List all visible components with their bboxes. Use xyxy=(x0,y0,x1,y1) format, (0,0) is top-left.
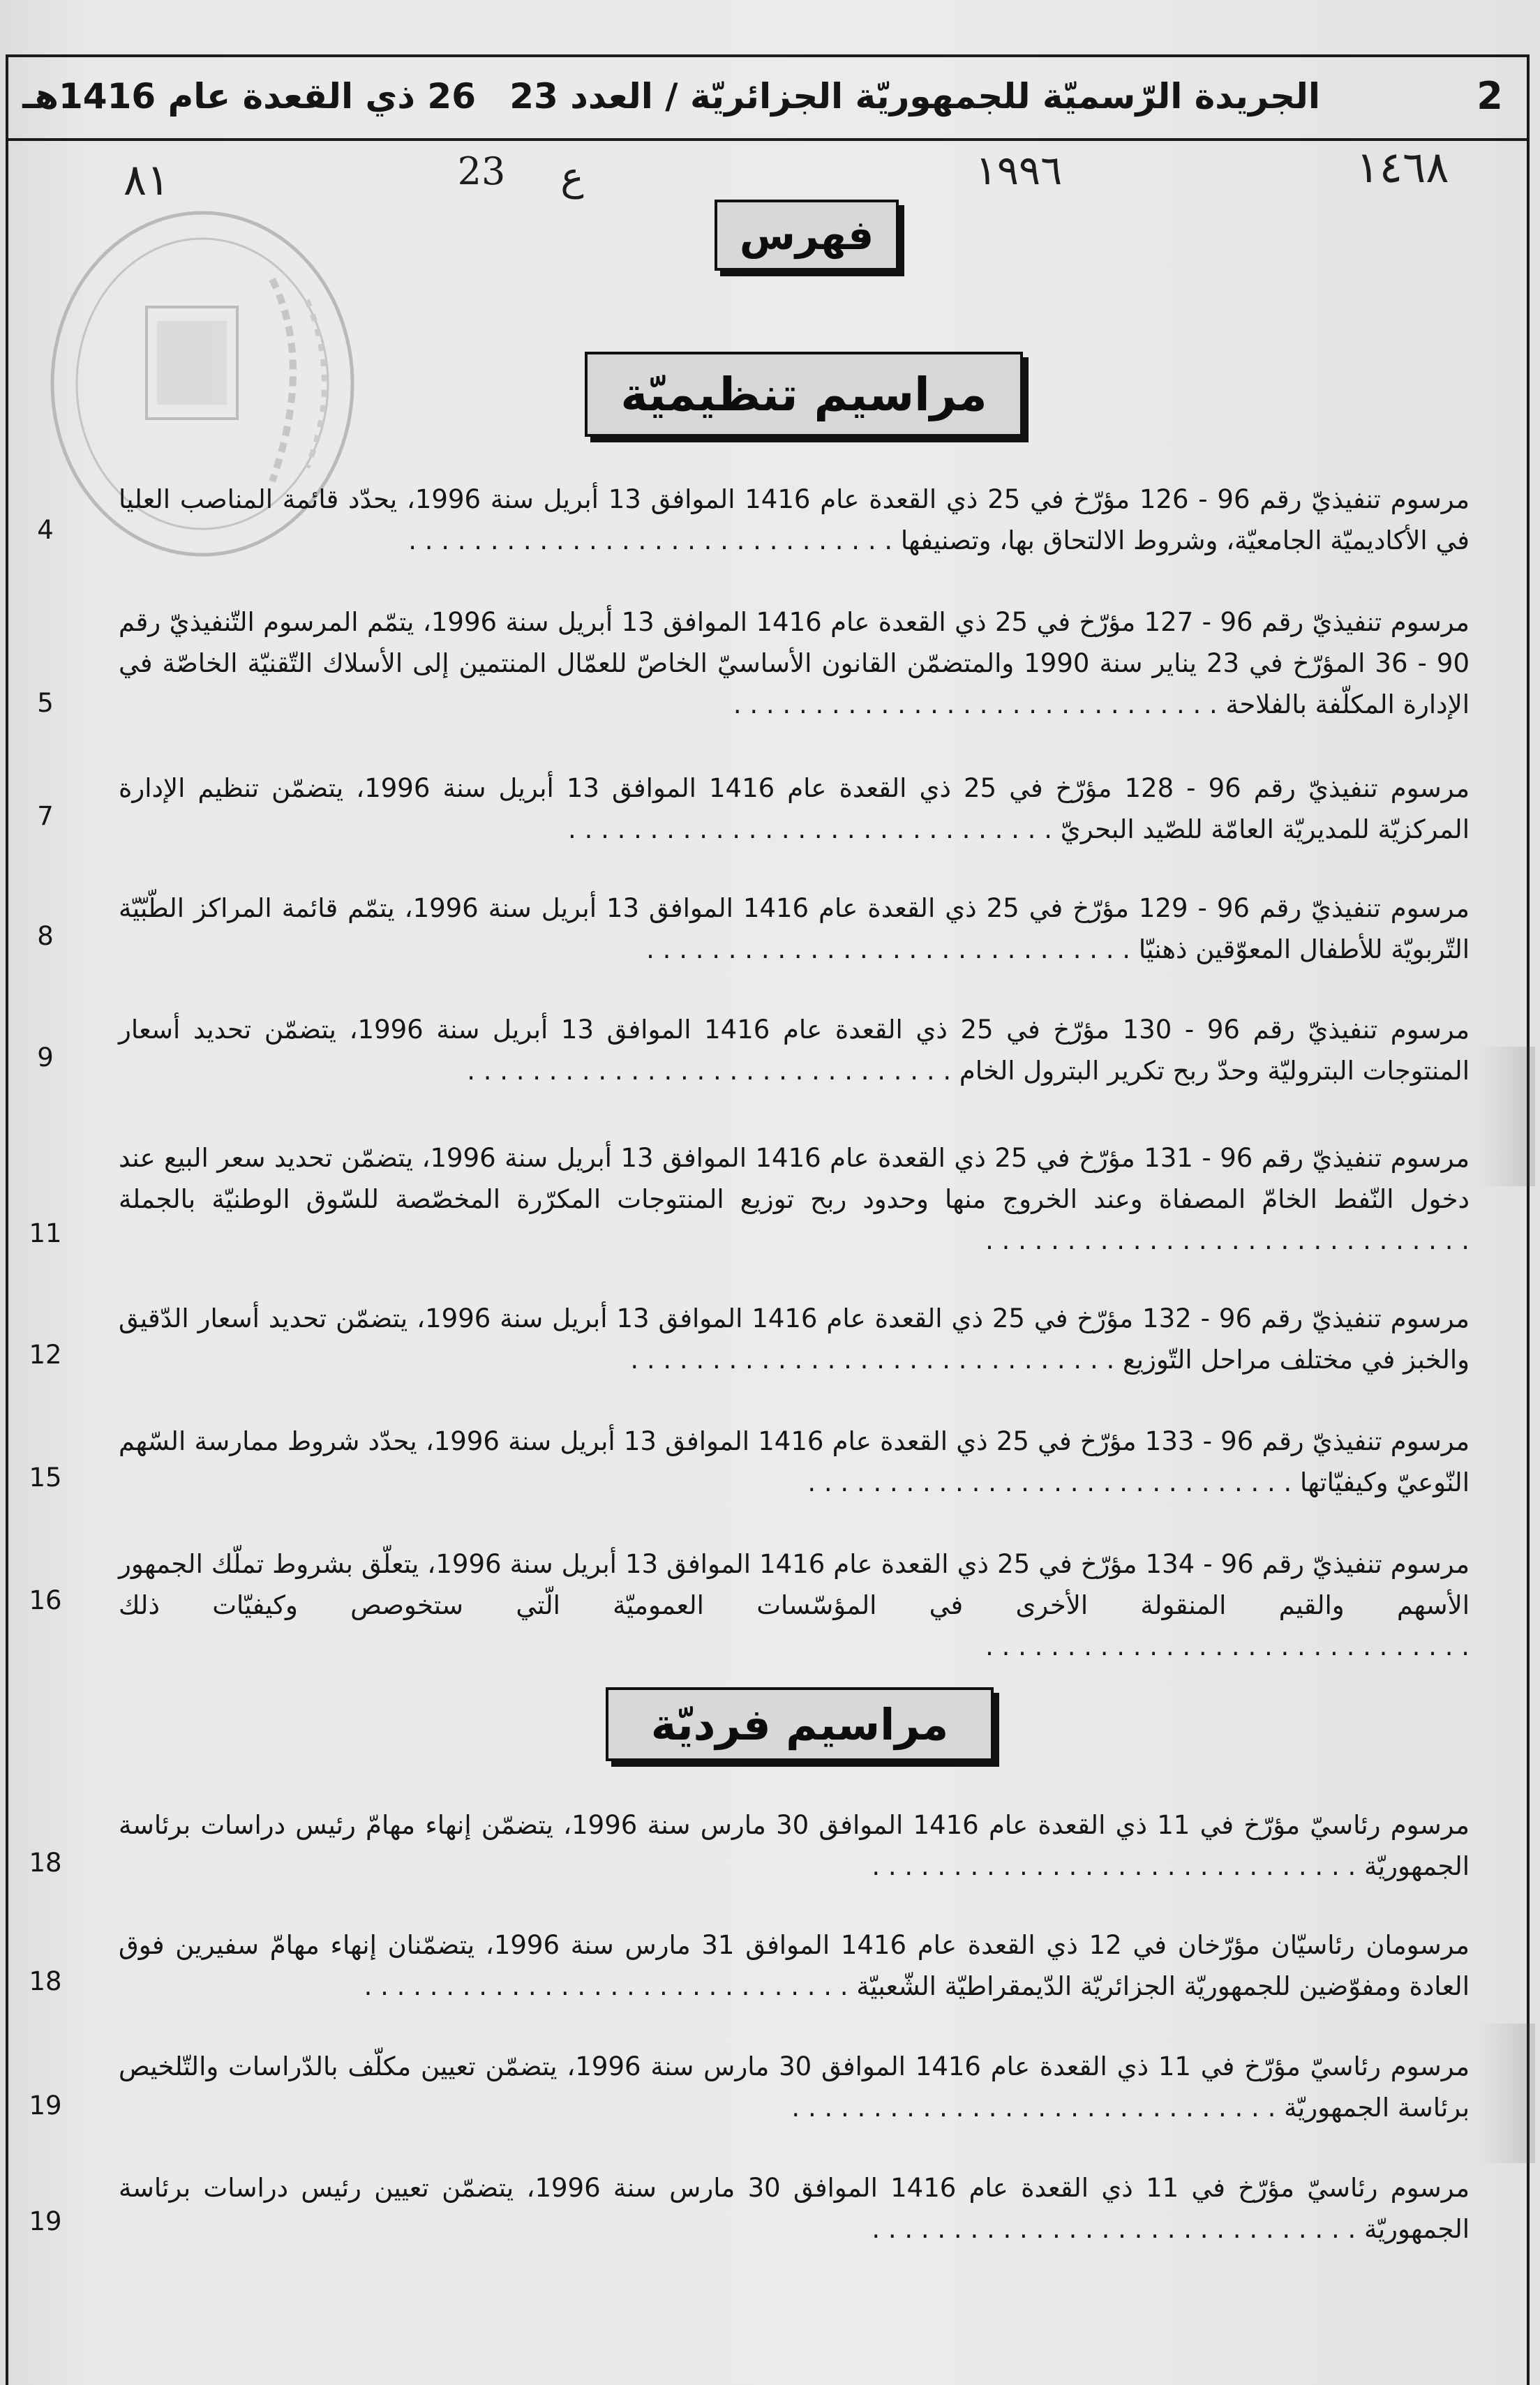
frame-top-rule xyxy=(6,54,1530,57)
leader-dots: . . . . . . . . . . . . . . . . . . . . . . . . . . . . . . xyxy=(807,1467,1292,1497)
leader-dots: . . . . . . . . . . . . . . . . . . . . . . . . . . . . . . xyxy=(364,1971,849,2001)
leader-dots: . . . . . . . . . . . . . . . . . . . . . . . . . . . . . . xyxy=(791,2093,1276,2123)
entry-text: مرسوم تنفيذيّ رقم 96 - 131 مؤرّخ في 25 ذي القعدة عام 1416 الموافق 13 أبريل سنة 1996، يتضمّن تحديد سعر البيع عند دخول النّفط الخامّ المصفاة وعند الخروج منها وحدود ربح توزيع المنتوجات المكرّرة المخصّصة للسّوق الوطنيّة بالجملة xyxy=(119,1143,1470,1214)
entry-page-number: 4 xyxy=(37,515,54,545)
section-heading-individual: مراسيم فرديّة xyxy=(606,1687,994,1761)
handwritten-note-5: ٨١ xyxy=(123,154,170,205)
page-bleed-shade xyxy=(1479,2024,1535,2163)
entry-page-number: 15 xyxy=(29,1463,62,1493)
leader-dots: . . . . . . . . . . . . . . . . . . . . . . . . . . . . . . xyxy=(733,689,1218,719)
leader-dots: . . . . . . . . . . . . . . . . . . . . . . . . . . . . . . xyxy=(568,814,1052,844)
entry-text: مرسوم تنفيذيّ رقم 96 - 127 مؤرّخ في 25 ذي القعدة عام 1416 الموافق 13 أبريل سنة 1996، يتمّم المرسوم التّنفيذيّ رقم 90 - 36 المؤرّخ في 23 يناير سنة 1990 والمتضمّن القانون الأساسيّ الخاصّ للعمّال المنتمين إلى الأسلاك التّقنيّة الخاصّة في الإدارة المكلّفة بالفلاحة xyxy=(119,607,1470,719)
leader-dots: . . . . . . . . . . . . . . . . . . . . . . . . . . . . . . xyxy=(408,525,893,555)
entry-page-number: 9 xyxy=(37,1042,54,1072)
toc-entry xyxy=(119,1009,1470,1091)
leader-dots: . . . . . . . . . . . . . . . . . . . . . . . . . . . . . . xyxy=(985,1631,1470,1661)
entry-text: مرسوم رئاسيّ مؤرّخ في 11 ذي القعدة عام 1416 الموافق 30 مارس سنة 1996، يتضمّن تعيين مكلّف بالدّراسات والتّلخيص برئاسة الجمهوريّة xyxy=(119,2051,1470,2123)
index-heading: فهرس xyxy=(715,200,899,271)
entry-page-number: 8 xyxy=(37,921,54,951)
leader-dots: . . . . . . . . . . . . . . . . . . . . . . . . . . . . . . xyxy=(985,1225,1470,1255)
entry-text: مرسوم رئاسيّ مؤرّخ في 11 ذي القعدة عام 1416 الموافق 30 مارس سنة 1996، يتضمّن إنهاء مهامّ رئيس دراسات برئاسة الجمهوريّة xyxy=(119,1810,1470,1881)
entry-text: مرسوم تنفيذيّ رقم 96 - 126 مؤرّخ في 25 ذي القعدة عام 1416 الموافق 13 أبريل سنة 1996، يحدّد قائمة المناصب العليا في الأكاديميّة الجامعيّة، وشروط الالتحاق بها، وتصنيفها xyxy=(119,484,1470,555)
leader-dots: . . . . . . . . . . . . . . . . . . . . . . . . . . . . . . xyxy=(467,1056,952,1086)
entry-page-number: 5 xyxy=(37,688,54,718)
header-divider xyxy=(6,138,1530,141)
handwritten-note-3: ع xyxy=(560,154,584,200)
header-title: الجريدة الرّسميّة للجمهوريّة الجزائريّة / العدد 23 xyxy=(509,76,1320,117)
toc-entry xyxy=(119,768,1470,850)
entry-page-number: 12 xyxy=(29,1340,62,1370)
header-page-number: 2 xyxy=(1477,74,1503,118)
entry-text: مرسوم تنفيذيّ رقم 96 - 129 مؤرّخ في 25 ذي القعدة عام 1416 الموافق 13 أبريل سنة 1996، يتمّم قائمة المراكز الطّبّيّة التّربويّة للأطفال المعوّقين ذهنيّا xyxy=(119,893,1470,964)
header-date: 26 ذي القعدة عام 1416هـ xyxy=(22,76,476,117)
toc-entry xyxy=(119,1543,1470,1667)
entry-text: مرسوم تنفيذيّ رقم 96 - 130 مؤرّخ في 25 ذي القعدة عام 1416 الموافق 13 أبريل سنة 1996، يتضمّن تحديد أسعار المنتوجات البتروليّة وحدّ ربح تكرير البترول الخام xyxy=(119,1015,1470,1086)
entry-page-number: 19 xyxy=(29,2091,62,2121)
toc-entry xyxy=(119,888,1470,970)
toc-entry xyxy=(119,1924,1470,2007)
leader-dots: . . . . . . . . . . . . . . . . . . . . . . . . . . . . . . xyxy=(630,1345,1115,1375)
entry-page-number: 7 xyxy=(37,801,54,831)
entry-text: مرسوم تنفيذيّ رقم 96 - 133 مؤرّخ في 25 ذي القعدة عام 1416 الموافق 13 أبريل سنة 1996، يحدّد شروط ممارسة السّهم النّوعيّ وكيفيّاتها xyxy=(119,1426,1470,1497)
leader-dots: . . . . . . . . . . . . . . . . . . . . . . . . . . . . . . xyxy=(646,934,1131,964)
leader-dots: . . . . . . . . . . . . . . . . . . . . . . . . . . . . . . xyxy=(872,2214,1356,2244)
handwritten-note-4: 23 xyxy=(457,149,506,193)
entry-text: مرسوم تنفيذيّ رقم 96 - 132 مؤرّخ في 25 ذي القعدة عام 1416 الموافق 13 أبريل سنة 1996، يتضمّن تحديد أسعار الدّقيق والخبز في مختلف مراحل التّوزيع xyxy=(119,1303,1470,1375)
leader-dots: . . . . . . . . . . . . . . . . . . . . . . . . . . . . . . xyxy=(872,1851,1356,1881)
page-bleed-shade xyxy=(1479,1047,1535,1186)
entry-page-number: 19 xyxy=(29,2206,62,2236)
toc-entry xyxy=(119,601,1470,725)
toc-entry xyxy=(119,2046,1470,2128)
entry-text: مرسوم رئاسيّ مؤرّخ في 11 ذي القعدة عام 1416 الموافق 30 مارس سنة 1996، يتضمّن تعيين رئيس دراسات برئاسة الجمهوريّة xyxy=(119,2173,1470,2244)
handwritten-note-2: ١٩٩٦ xyxy=(975,147,1063,194)
section-heading-regulatory: مراسيم تنظيميّة xyxy=(585,352,1023,437)
toc-entry xyxy=(119,1804,1470,1887)
toc-entry xyxy=(119,1137,1470,1261)
entry-text: مرسوم تنفيذيّ رقم 96 - 134 مؤرّخ في 25 ذي القعدة عام 1416 الموافق 13 أبريل سنة 1996، يتعلّق بشروط تملّك الجمهور الأسهم والقيم المنقولة الأخرى في المؤسّسات العموميّة الّتي ستخوصص وكيفيّات ذلك xyxy=(119,1549,1470,1620)
entry-page-number: 18 xyxy=(29,1966,62,1996)
toc-entry xyxy=(119,1298,1470,1380)
entry-page-number: 18 xyxy=(29,1848,62,1878)
entry-text: مرسوم تنفيذيّ رقم 96 - 128 مؤرّخ في 25 ذي القعدة عام 1416 الموافق 13 أبريل سنة 1996، يتضمّن تنظيم الإدارة المركزيّة للمديريّة العامّة للصّيد البحريّ xyxy=(119,773,1470,844)
frame-left-rule xyxy=(6,54,8,2385)
running-header xyxy=(8,59,1527,137)
entry-text: مرسومان رئاسيّان مؤرّخان في 12 ذي القعدة عام 1416 الموافق 31 مارس سنة 1996، يتضمّنان إنهاء مهامّ سفيرين فوق العادة ومفوّضين للجمهوريّة الجزائريّة الدّيمقراطيّة الشّعبيّة xyxy=(119,1930,1470,2001)
toc-entry xyxy=(119,2167,1470,2250)
toc-entry xyxy=(119,1421,1470,1503)
entry-page-number: 11 xyxy=(29,1218,62,1248)
handwritten-note-1: ١٤٦٨ xyxy=(1356,142,1449,193)
toc-entry xyxy=(119,479,1470,561)
entry-page-number: 16 xyxy=(29,1585,62,1615)
